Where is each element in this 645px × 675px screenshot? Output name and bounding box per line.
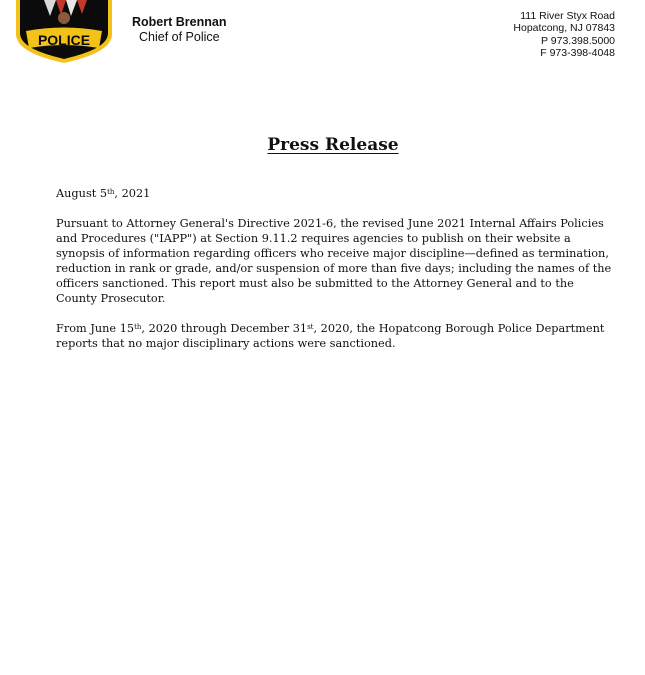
paragraph-report-sup-1: th — [134, 323, 142, 331]
address-city: Hopatcong, NJ 07843 — [513, 22, 615, 35]
paragraph-report-part-1: From June 15 — [56, 322, 135, 335]
date-line — [56, 186, 612, 201]
police-badge-icon — [14, 0, 114, 64]
page-title: Press Release — [267, 135, 399, 155]
paragraph-report-sup-2: st — [307, 323, 314, 331]
paragraph-report-part-3: , 2020, the Hopatcong Borough Police Department reports that no major disciplinary actions were sanctioned. — [56, 322, 605, 350]
date-month: August 5 — [56, 187, 108, 200]
document-body — [56, 186, 612, 366]
paragraph-report — [56, 321, 612, 351]
date-suffix: th — [107, 188, 115, 196]
letterhead — [0, 0, 645, 80]
paragraph-directive: Pursuant to Attorney General's Directive 2021-6, the revised June 2021 Internal Affairs Policies and Procedures ("IAPP") at Section 9.11.2 requires agencies to publish on their website a synopsis of information regarding officers who receive major discipline—defined as termination, reduction in rank or grade, and/or suspension of more than five days; including the names of the officers sanctioned. This report must also be submitted to the Attorney General and to the County Prosecutor. — [56, 217, 612, 305]
address-fax: F 973-398-4048 — [540, 46, 615, 59]
chief-block — [132, 15, 226, 45]
address-block — [513, 10, 615, 59]
address-street: 111 River Styx Road — [520, 10, 615, 22]
paragraph-report-part-2: , 2020 through December 31 — [141, 322, 308, 335]
chief-title: Chief of Police — [139, 30, 220, 44]
chief-name: Robert Brennan — [132, 15, 227, 29]
date-year: , 2021 — [114, 187, 151, 200]
badge-text: POLICE — [37, 32, 91, 48]
address-phone: P 973.398.5000 — [541, 34, 615, 47]
